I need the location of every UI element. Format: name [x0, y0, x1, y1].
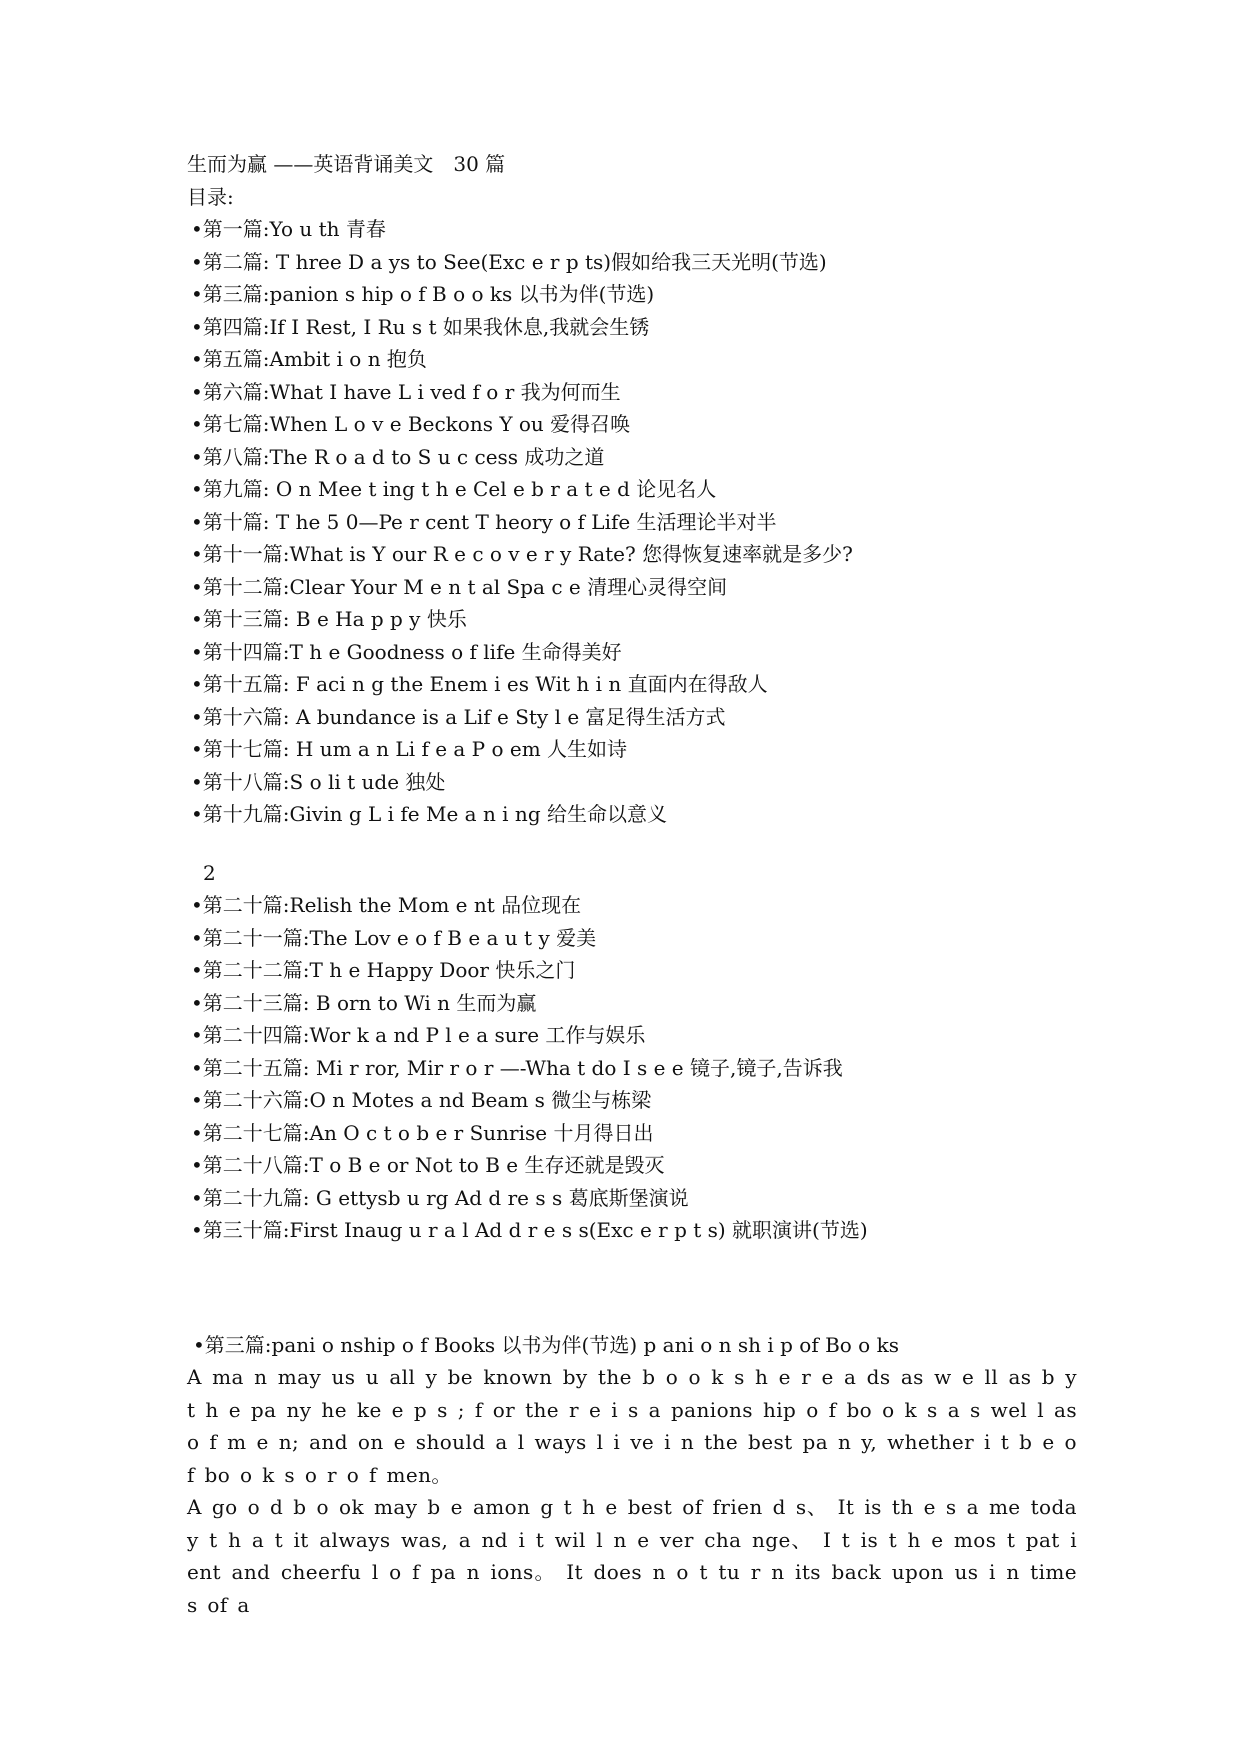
toc-list-part1: [187, 213, 1087, 831]
toc-item: •第十五篇: F aci n g the Enem i es Wit h i n 直面内在得敌人: [191, 672, 768, 696]
toc-item: •第二十五篇: Mi r ror, Mir r o r —-Wha t do I s e e 镜子,镜子,告诉我: [191, 1055, 843, 1080]
toc-item: •第十三篇: B e Ha p p y 快乐: [191, 607, 467, 631]
toc-item: •第二十二篇:T h e Happy Door 快乐之门: [191, 958, 576, 982]
toc-item: •第八篇:The R o a d to S u c cess 成功之道: [191, 444, 605, 469]
toc-item: •第二十七篇:An O c t o b e r Sunrise 十月得日出: [191, 1120, 654, 1145]
toc-item: •第四篇:If I Rest, I Ru s t 如果我休息,我就会生锈: [191, 314, 650, 339]
toc-item: •第二十篇:Relish the Mom e nt 品位现在: [191, 893, 582, 917]
toc-item: •第二篇: T hree D a ys to See(Exc e r p ts)假如给我三天光明(节选): [191, 249, 827, 274]
toc-item: •第十七篇: H um a n Li f e a P o em 人生如诗: [191, 737, 628, 761]
toc-item: •第十九篇:Givin g L i fe Me a n i ng 给生命以意义: [191, 802, 667, 826]
toc-item: •第十六篇: A bundance is a Lif e Sty l e 富足得生活方式: [191, 704, 726, 729]
toc-item: •第九篇: O n Mee t ing t h e Cel e b r a t e d 论见名人: [191, 477, 717, 501]
toc-item: •第二十八篇:T o B e or Not to B e 生存还就是毁灭: [191, 1153, 665, 1177]
toc-list-part2: [187, 889, 1087, 1247]
toc-item: •第五篇:Ambit i o n 抱负: [191, 347, 427, 371]
toc-item: •第二十六篇:O n Motes a nd Beam s 微尘与栋梁: [191, 1088, 652, 1112]
toc-item: •第十一篇:What is Y our R e c o v e r y Rate? 您得恢复速率就是多少?: [191, 542, 853, 566]
toc-item: •第十篇: T he 5 0—Pe r cent T heory o f Life 生活理论半对半: [191, 509, 777, 534]
article-paragraph: A ma n may us u all y be known by the b o o k s h e r e a ds as w e ll as b y t h e pa ny he ke e p s ; f or the r e i s a panions hip o f bo o k s a s wel l as o f m e n; and on e should a l ways l i ve i n the best pa n y, whether i t b e o f bo o k s o r o f men。: [187, 1365, 1077, 1487]
article-paragraph: A go o d b o ok may b e amon g t h e best of frien d s、 It is th e s a me toda y t h a t it always was, a nd i t wil l n e ver cha nge、 I t is t h e mos t pat i ent and cheerfu l o f pa n ions。 It does n o t tu r n its back upon us i n time s of a: [187, 1495, 1077, 1617]
article-heading: •第三篇:pani o nship o f Books 以书为伴(节选) p ani o n sh i p of Bo o ks: [193, 1332, 899, 1357]
toc-item: •第三篇:panion s hip o f B o o ks 以书为伴(节选): [191, 282, 655, 306]
toc-item: •第二十九篇: G ettysb u rg Ad d re s s 葛底斯堡演说: [191, 1185, 689, 1210]
toc-item: •第六篇:What I have L i ved f o r 我为何而生: [191, 379, 621, 404]
toc-item: •第三十篇:First Inaug u r a l Ad d r e s s(Exc e r p t s) 就职演讲(节选): [191, 1218, 868, 1242]
contents-label: 目录:: [187, 184, 234, 209]
toc-item: •第二十四篇:Wor k a nd P l e a sure 工作与娱乐: [191, 1023, 646, 1047]
toc-item: •第十四篇:T h e Goodness o f life 生命得美好: [191, 639, 622, 664]
toc-item: •第二十一篇:The Lov e o f B e a u t y 爱美: [191, 925, 597, 950]
toc-item: •第七篇:When L o v e Beckons Y ou 爱得召唤: [191, 412, 631, 436]
toc-item: •第一篇:Yo u th 青春: [191, 217, 386, 241]
page-number: 2: [203, 860, 216, 885]
toc-item: •第二十三篇: B orn to Wi n 生而为赢: [191, 990, 537, 1015]
document-page: [187, 148, 1087, 1621]
document-title: 生而为赢 ——英语背诵美文 30 篇: [187, 152, 506, 176]
toc-item: •第十二篇:Clear Your M e n t al Spa c e 清理心灵得空间: [191, 574, 728, 599]
section-spacer: [187, 1247, 1087, 1329]
toc-item: •第十八篇:S o li t ude 独处: [191, 769, 446, 794]
